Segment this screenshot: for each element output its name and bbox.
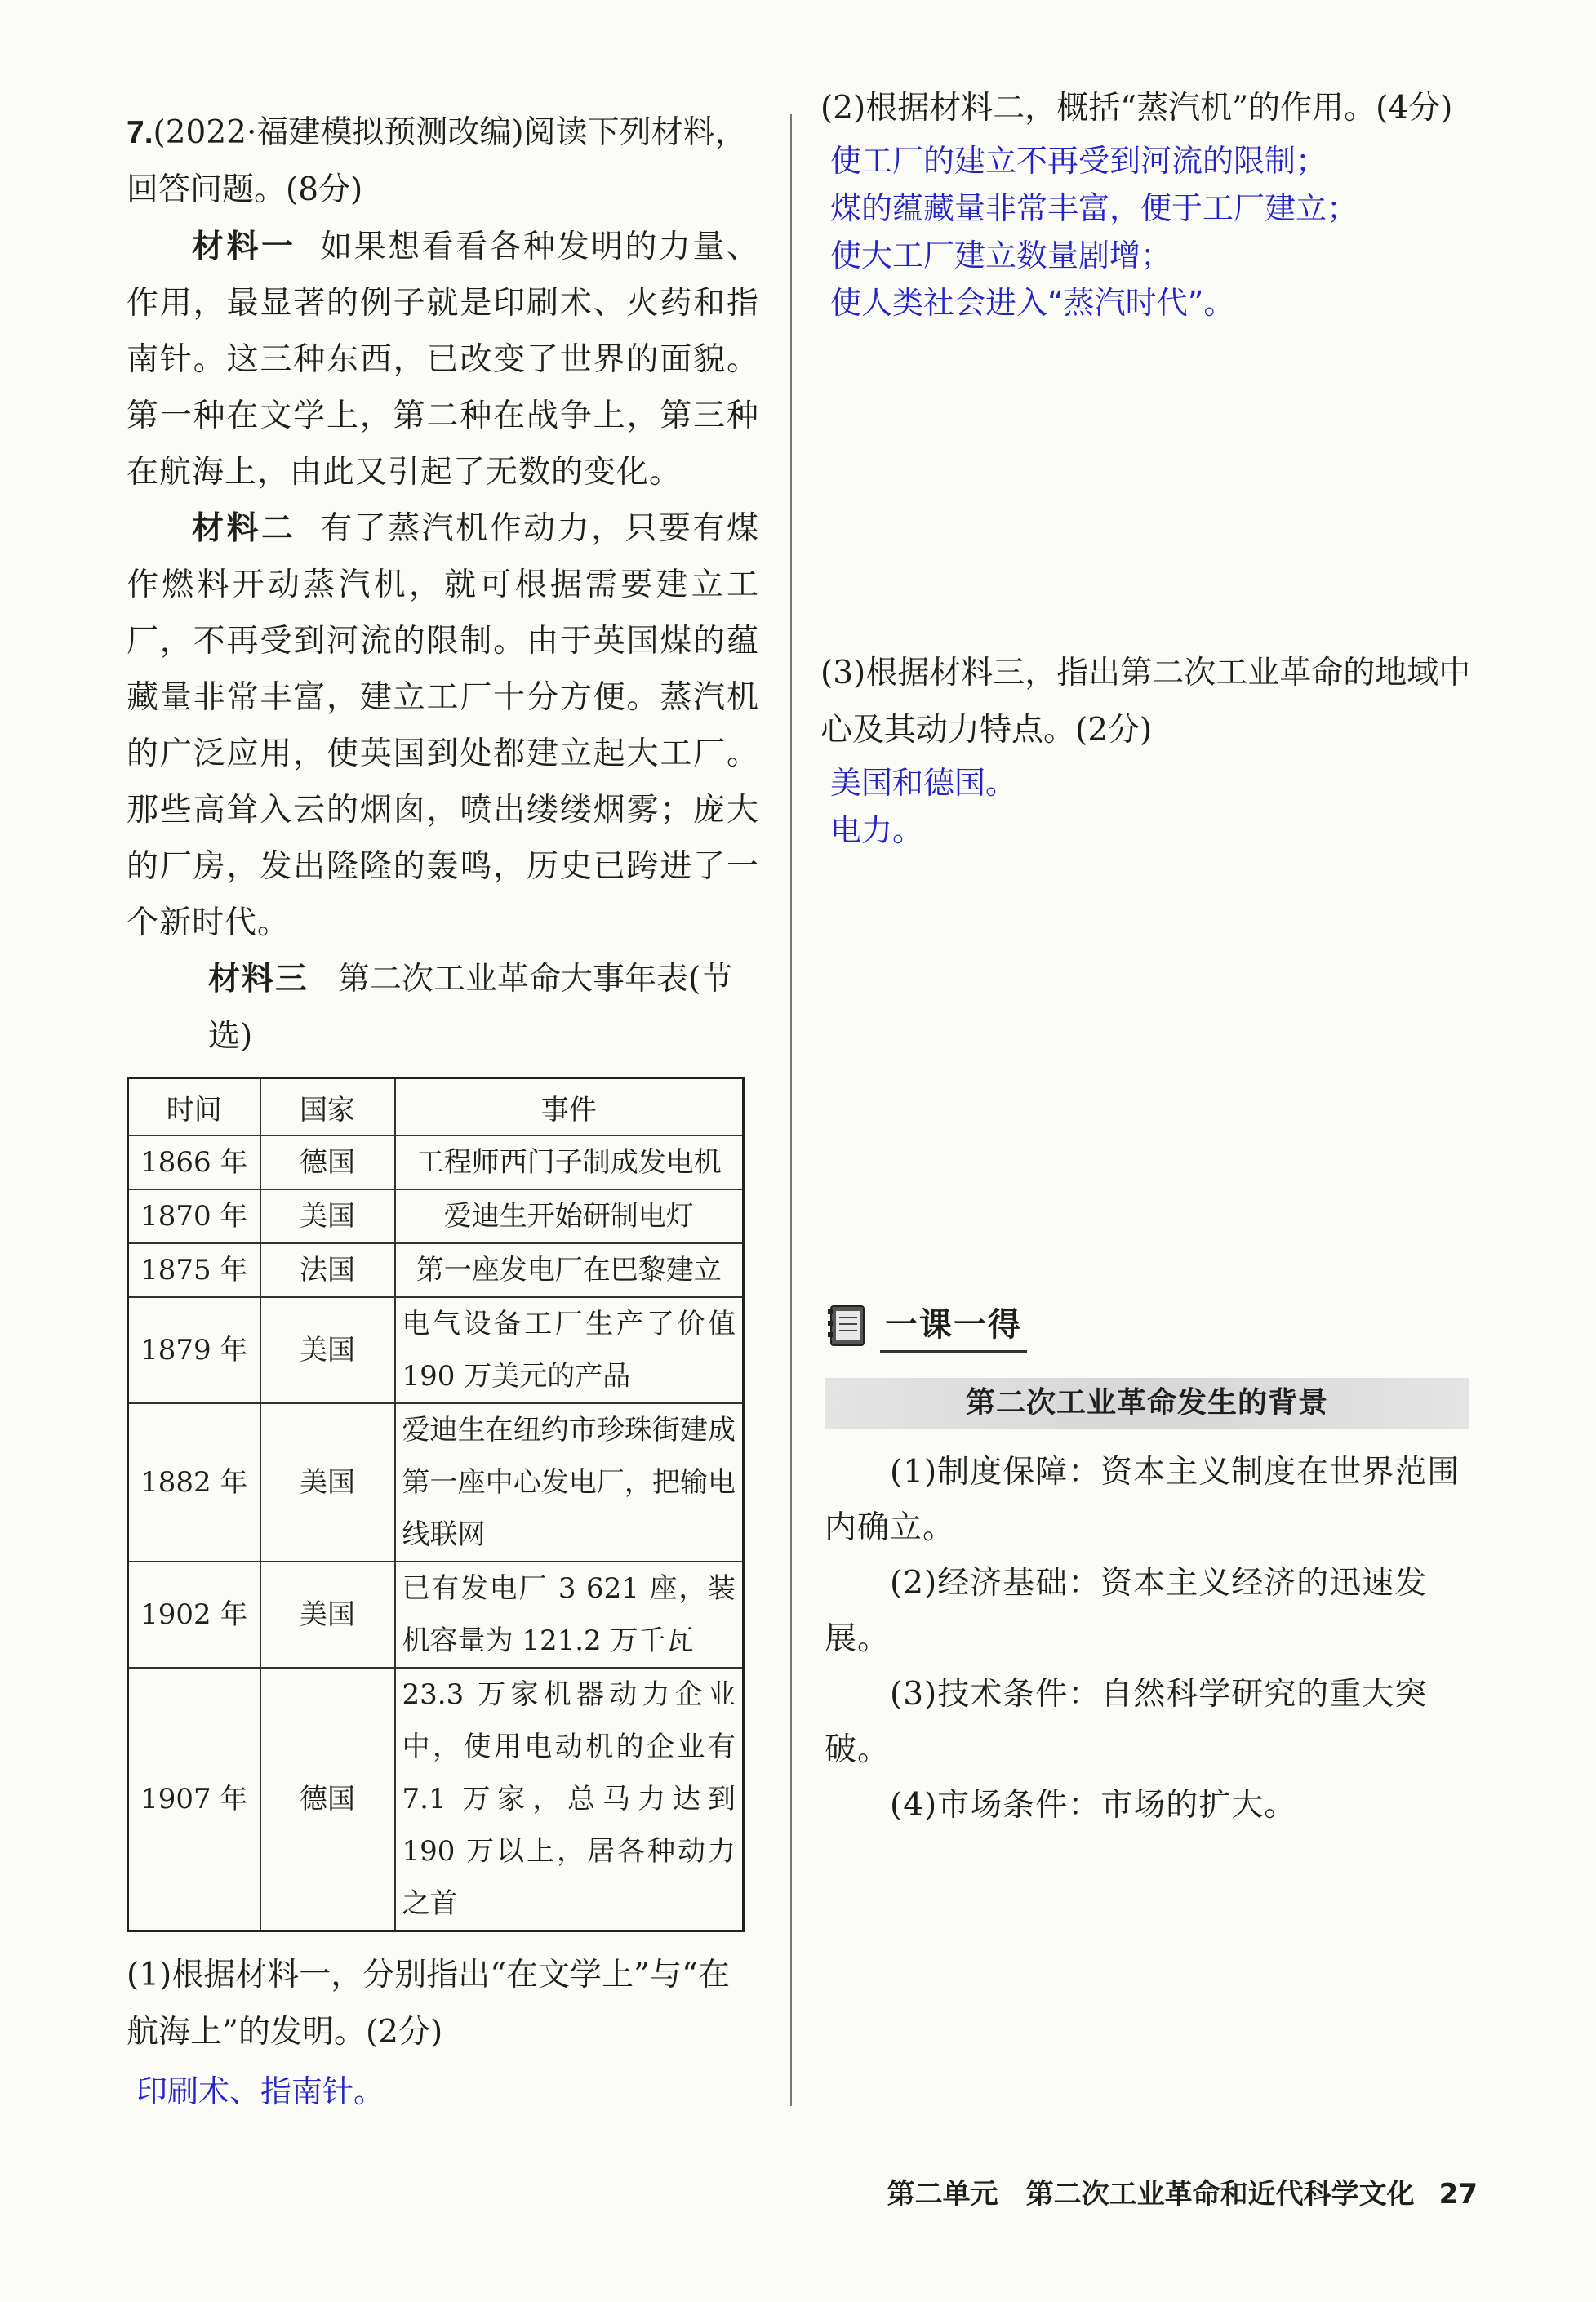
table-cell-event: 工程师西门子制成发电机 — [395, 1135, 744, 1189]
table-cell-event: 爱迪生在纽约市珍珠街建成第一座中心发电厂，把输电线联网 — [395, 1403, 744, 1562]
lesson-summary-title: 一课一得 — [880, 1300, 1027, 1353]
table-cell-time: 1875 年 — [128, 1243, 260, 1297]
table-header-country: 国家 — [260, 1078, 395, 1136]
left-column — [127, 104, 759, 2115]
page-footer — [857, 2171, 1478, 2211]
material-3-title: 第二次工业革命大事年表(节选) — [208, 961, 733, 1055]
summary-point: (2)经济基础：资本主义经济的迅速发展。 — [825, 1565, 1428, 1657]
table-cell-time: 1882 年 — [128, 1403, 260, 1562]
table-cell-country: 美国 — [260, 1297, 395, 1403]
answer-3-line[interactable]: 美国和德国。 — [830, 765, 1017, 801]
table-header-event: 事件 — [395, 1078, 744, 1136]
material-1-label: 材料一 — [192, 229, 296, 265]
material-1 — [127, 219, 759, 500]
sub-question-2: (2)根据材料二，概括“蒸汽机”的作用。(4分) — [820, 90, 1453, 127]
table-row — [128, 1668, 744, 1931]
table-cell-time: 1870 年 — [128, 1189, 260, 1243]
summary-point: (3)技术条件：自然科学研究的重大突破。 — [825, 1676, 1428, 1768]
table-cell-time: 1907 年 — [128, 1668, 260, 1931]
table-cell-country: 美国 — [260, 1562, 395, 1668]
table-cell-event: 电气设备工厂生产了价值190 万美元的产品 — [395, 1297, 744, 1403]
question-header-line2: 回答问题。(8分) — [127, 171, 363, 208]
table-cell-event: 爱迪生开始研制电灯 — [395, 1189, 744, 1243]
table-cell-event: 已有发电厂 3 621 座，装机容量为 121.2 万千瓦 — [395, 1562, 744, 1668]
answer-2-line[interactable]: 使人类社会进入“蒸汽时代”。 — [830, 285, 1235, 321]
right-column — [820, 90, 1474, 854]
summary-point: (1)制度保障：资本主义制度在世界范围内确立。 — [825, 1454, 1460, 1546]
table-cell-country: 美国 — [260, 1403, 395, 1562]
answer-2-line[interactable]: 使工厂的建立不再受到河流的限制； — [830, 143, 1327, 179]
table-header-time: 时间 — [128, 1078, 260, 1136]
table-cell-country: 美国 — [260, 1189, 395, 1243]
material-1-text: 如果想看看各种发明的力量、作用，最显著的例子就是印刷术、火药和指南针。这三种东西，已改变了世界的面貌。第一种在文学上，第二种在战争上，第三种在航海上，由此又引起了无数的变化。 — [127, 229, 759, 491]
answer-3-line[interactable]: 电力。 — [830, 812, 924, 848]
question-header-line1: (2022·福建模拟预测改编)阅读下列材料， — [153, 114, 747, 151]
material-3-label: 材料三 — [208, 961, 309, 998]
answer-2-line[interactable]: 使大工厂建立数量剧增； — [830, 238, 1172, 273]
table-cell-country: 法国 — [260, 1243, 395, 1297]
table-cell-time: 1879 年 — [128, 1297, 260, 1403]
sub-question-1: (1)根据材料一，分别指出“在文学上”与“在航海上”的发明。(2分) — [127, 1957, 731, 2051]
background-banner: 第二次工业革命发生的背景 — [825, 1378, 1469, 1429]
summary-points — [825, 1445, 1469, 1833]
page-number: 27 — [1438, 2178, 1478, 2211]
material-2-label: 材料二 — [192, 510, 296, 547]
table-cell-country: 德国 — [260, 1135, 395, 1189]
sub-question-3: (3)根据材料三，指出第二次工业革命的地域中心及其动力特点。(2分) — [820, 655, 1471, 749]
table-row — [128, 1135, 744, 1189]
table-cell-event: 23.3 万家机器动力企业中，使用电动机的企业有 7.1 万家，总马力达到 190 万以上，居各种动力之首 — [395, 1668, 744, 1931]
answer-1[interactable]: 印刷术、指南针。 — [136, 2073, 385, 2109]
table-row — [128, 1243, 744, 1297]
events-table — [127, 1077, 745, 1932]
material-2-text: 有了蒸汽机作动力，只要有煤作燃料开动蒸汽机，就可根据需要建立工厂，不再受到河流的限制。由于英国煤的蕴藏量非常丰富，建立工厂十分方便。蒸汽机的广泛应用，使英国到处都建立起大工厂。那些高耸入云的烟囱，喷出缕缕烟雾；庞大的厂房，发出隆隆的轰鸣，历史已跨进了一个新时代。 — [127, 510, 759, 941]
table-cell-event: 第一座发电厂在巴黎建立 — [395, 1243, 744, 1297]
material-3-heading — [127, 951, 759, 1065]
answer-2-line[interactable]: 煤的蕴藏量非常丰富，便于工厂建立； — [830, 190, 1358, 226]
material-2 — [127, 500, 759, 951]
notebook-icon — [826, 1303, 869, 1349]
column-divider — [790, 114, 792, 2106]
summary-point: (4)市场条件：市场的扩大。 — [890, 1787, 1297, 1824]
lesson-summary-heading — [825, 1300, 1478, 1357]
table-cell-country: 德国 — [260, 1668, 395, 1931]
table-row — [128, 1403, 744, 1562]
question-number: 7. — [127, 115, 153, 150]
table-row — [128, 1189, 744, 1243]
table-cell-time: 1866 年 — [128, 1135, 260, 1189]
table-header-row — [128, 1078, 744, 1136]
table-row — [128, 1562, 744, 1668]
table-cell-time: 1902 年 — [128, 1562, 260, 1668]
question-header — [127, 104, 759, 162]
footer-unit-title: 第二单元 第二次工业革命和近代科学文化 — [887, 2178, 1415, 2211]
table-row — [128, 1297, 744, 1403]
